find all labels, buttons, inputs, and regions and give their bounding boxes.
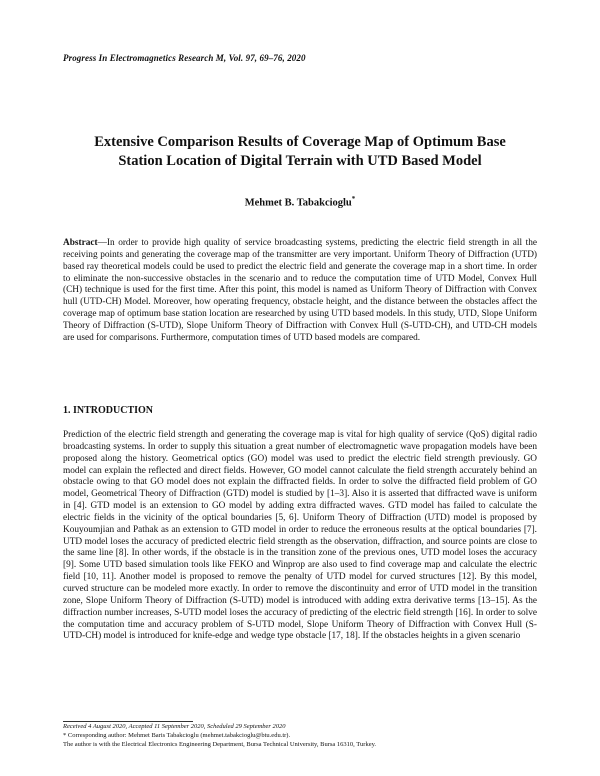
footnote-divider — [63, 721, 193, 722]
section-heading: 1. INTRODUCTION — [63, 405, 154, 416]
title-line-2: Station Location of Digital Terrain with UTD Based Model — [118, 153, 482, 169]
paper-title — [60, 133, 540, 171]
abstract — [63, 238, 537, 345]
abstract-label: Abstract — [63, 238, 98, 248]
title-line-1: Extensive Comparison Results of Coverage Map of Optimum Base — [94, 134, 506, 150]
author-name — [60, 195, 540, 209]
footnote-dates: Received 4 August 2020, Accepted 11 September 2020, Scheduled 29 September 2020 — [63, 723, 286, 730]
footnote-affiliation: The author is with the Electrical Electronics Engineering Department, Bursa Technical University, Bursa 16310, Turkey. — [63, 741, 377, 748]
journal-header: Progress In Electromagnetics Research M, Vol. 97, 69–76, 2020 — [63, 53, 306, 63]
author-text: Mehmet B. Tabakcioglu — [244, 197, 352, 209]
intro-paragraph: Prediction of the electric field strength and generating the coverage map is vital for high quality of service (QoS) digital radio broadcasting systems. In order to supply this situation a great number of electromagnetic wave propagation models have been proposed along the history. Geometrical optics (GO) model was used to predict the electric field strength previously. GO model can explain the reflected and direct fields. However, GO model cannot calculate the field strength accurately behind an obstacle owing to that GO model does not explain the diffracted fields. In order to solve the diffracted field problem of GO model, Geometrical Theory of Diffraction (GTD) model is studied by [1–3]. Also it is asserted that diffracted wave is uniform in [4]. GTD model is an extension to GO model by adding extra diffracted waves. GTD model has failed to calculate the electric fields in the vicinity of the optical boundaries [5, 6]. Uniform Theory of Diffraction (UTD) model is proposed by Kouyoumjian and Pathak as an extension to GTD model in order to reduce the erroneous results at the optical boundaries [7]. UTD model loses the accuracy of predicted electric field strength as the observation, diffraction, and source points are close to the same line [8]. In other words, if the obstacle is in the transition zone of the previous ones, UTD model loses the accuracy [9]. Some UTD based simulation tools like FEKO and Winprop are also used to find coverage map and calculate the electric field [10, 11]. Another model is proposed to remove the penalty of UTD model for curved structures [12]. By this model, curved structure can be modeled more exactly. In order to remove the discontinuity and error of UTD model in the transition zone, Slope Uniform Theory of Diffraction (S-UTD) model is introduced with adding extra derivative terms [13–15]. As the diffraction number increases, S-UTD model loses the accuracy of predicting of the electric field strength [16]. In order to solve the computation time and accuracy problem of S-UTD model, Slope Uniform Theory of Diffraction with Convex Hull (S-UTD-CH) model is introduced for knife-edge and wedge type obstacle [17, 18]. If the obstacles heights in a given scenario — [63, 430, 537, 642]
footnote-corresponding-author: * Corresponding author: Mehmet Baris Tabakcioglu (mehmet.tabakcioglu@btu.edu.tr). — [63, 731, 291, 739]
abstract-text: —In order to provide high quality of service broadcasting systems, predicting the electric field strength in all the receiving points and generating the coverage map of the transmitter are very important. Uniform Theory of Diffraction (UTD) based ray theoretical models could be used to predict the electric field and generate the coverage map in a short time. In order to eliminate the non-successive obstacles in the scenario and to reduce the computation time of UTD Model, Convex Hull (CH) technique is used for the first time. After this point, this model is named as Uniform Theory of Diffraction with Convex hull (UTD-CH) Model. Moreover, how operating frequency, obstacle height, and the distance between the obstacles affect the coverage map of optimum base station location are researched by using UTD based models. In this study, UTD, Slope Uniform Theory of Diffraction (S-UTD), Slope Uniform Theory of Diffraction with Convex Hull (S-UTD-CH), and UTD-CH models are used for comparisons. Furthermore, computation times of UTD based models are compared. — [63, 238, 537, 343]
author-footnote-mark: * — [351, 195, 356, 203]
